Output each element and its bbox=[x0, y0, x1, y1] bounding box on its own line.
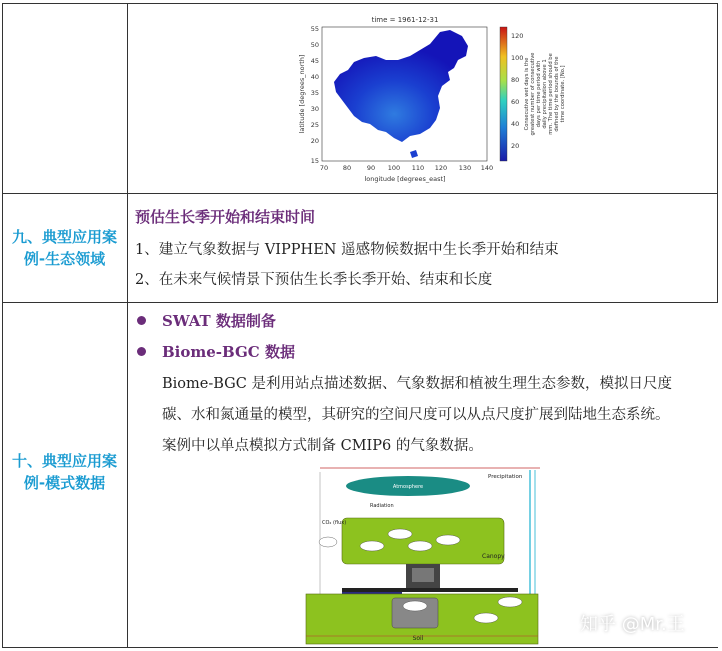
table-border-bottom bbox=[2, 647, 718, 648]
x-tick-110: 110 bbox=[411, 164, 425, 172]
x-tick-80: 80 bbox=[342, 164, 352, 172]
row3-bullet-1: SWAT 数据制备 bbox=[162, 312, 276, 330]
cbar-label-line-7: time coordinate. [No.] bbox=[560, 65, 566, 123]
table-border-top bbox=[2, 3, 718, 4]
colorbar bbox=[500, 27, 507, 161]
cbar-tick-40: 40 bbox=[511, 120, 520, 128]
cbar-label-line-4: daily precipitation above 1 bbox=[542, 59, 548, 129]
cbar-tick-80: 80 bbox=[511, 76, 520, 84]
x-tick-90: 90 bbox=[366, 164, 376, 172]
watermark: 知乎 @Mr.王 bbox=[580, 614, 685, 635]
cbar-tick-100: 100 bbox=[511, 54, 524, 62]
y-axis-label: latitude [degrees_north] bbox=[298, 54, 306, 134]
row3-para-line-1: Biome-BGC 是利用站点描述数据、气象数据和植被生理生态参数，模拟日尺度 bbox=[162, 376, 672, 392]
cbar-tick-120: 120 bbox=[511, 32, 524, 40]
x-tick-70: 70 bbox=[319, 164, 329, 172]
row2-item-1: 1、建立气象数据与 VIPPHEN 遥感物候数据中生长季开始和结束 bbox=[135, 242, 559, 258]
row3-label-line1: 十、典型应用案 bbox=[11, 452, 117, 470]
table-column-divider bbox=[127, 3, 128, 648]
cbar-label-line-5: mm. The time period should be bbox=[548, 53, 554, 135]
row3-para-line-3: 案例中以单点模拟方式制备 CMIP6 的气象数据。 bbox=[162, 438, 483, 454]
figure-title: time = 1961-12-31 bbox=[371, 16, 439, 24]
y-tick-20: 20 bbox=[310, 137, 319, 145]
cwd-map-figure bbox=[290, 10, 566, 190]
row2-label-line1: 九、典型应用案 bbox=[11, 228, 117, 246]
row2-item-2: 2、在未来气候情景下预估生长季长季开始、结束和长度 bbox=[135, 272, 493, 288]
row3-bullet-2: Biome-BGC 数据 bbox=[162, 343, 295, 361]
row3-label-line2: 例-模式数据 bbox=[23, 474, 106, 492]
row2-category-label bbox=[2, 194, 127, 302]
precipitation-label: Precipitation bbox=[488, 474, 523, 480]
cbar-tick-20: 20 bbox=[511, 142, 520, 150]
x-tick-120: 120 bbox=[434, 164, 448, 172]
x-tick-100: 100 bbox=[387, 164, 401, 172]
y-tick-15: 15 bbox=[310, 157, 319, 165]
y-tick-55: 55 bbox=[310, 25, 319, 33]
table-border-right bbox=[717, 3, 718, 303]
atmosphere-label: Atmosphere bbox=[392, 484, 424, 490]
china-map-shape bbox=[334, 30, 468, 142]
row3-category-label bbox=[2, 303, 127, 647]
hainan-island bbox=[410, 150, 418, 158]
row3-para-line-2: 碳、水和氮通量的模型，其研究的空间尺度可以从点尺度扩展到陆地生态系统。 bbox=[162, 407, 670, 423]
biome-bgc-diagram bbox=[300, 464, 545, 647]
y-tick-40: 40 bbox=[310, 73, 319, 81]
cbar-label-line-1: Consecutive wet days is the bbox=[524, 57, 530, 131]
y-tick-35: 35 bbox=[310, 89, 319, 97]
radiation-label: Radiation bbox=[370, 503, 394, 509]
bullet-dot-1 bbox=[137, 316, 146, 325]
cbar-label-line-3: days per time period with bbox=[536, 60, 542, 128]
y-tick-45: 45 bbox=[310, 57, 319, 65]
x-tick-130: 130 bbox=[458, 164, 472, 172]
co2-label: CO₂ (flux) bbox=[322, 520, 347, 526]
bullet-dot-2 bbox=[137, 347, 146, 356]
x-axis-label: longitude [degrees_east] bbox=[364, 175, 446, 183]
cbar-tick-60: 60 bbox=[511, 98, 520, 106]
y-tick-50: 50 bbox=[310, 41, 319, 49]
canopy-label: Canopy bbox=[482, 553, 505, 560]
row2-label-line2: 例-生态领域 bbox=[23, 250, 106, 268]
soil-label: Soil bbox=[412, 635, 424, 642]
row2-heading: 预估生长季开始和结束时间 bbox=[135, 208, 316, 226]
cbar-label-line-6: defined by the bounds of the bbox=[554, 56, 560, 132]
y-tick-25: 25 bbox=[310, 121, 319, 129]
y-tick-30: 30 bbox=[310, 105, 319, 113]
cbar-label-line-2: greatest number of consecutive bbox=[530, 52, 536, 136]
x-tick-140: 140 bbox=[480, 164, 494, 172]
